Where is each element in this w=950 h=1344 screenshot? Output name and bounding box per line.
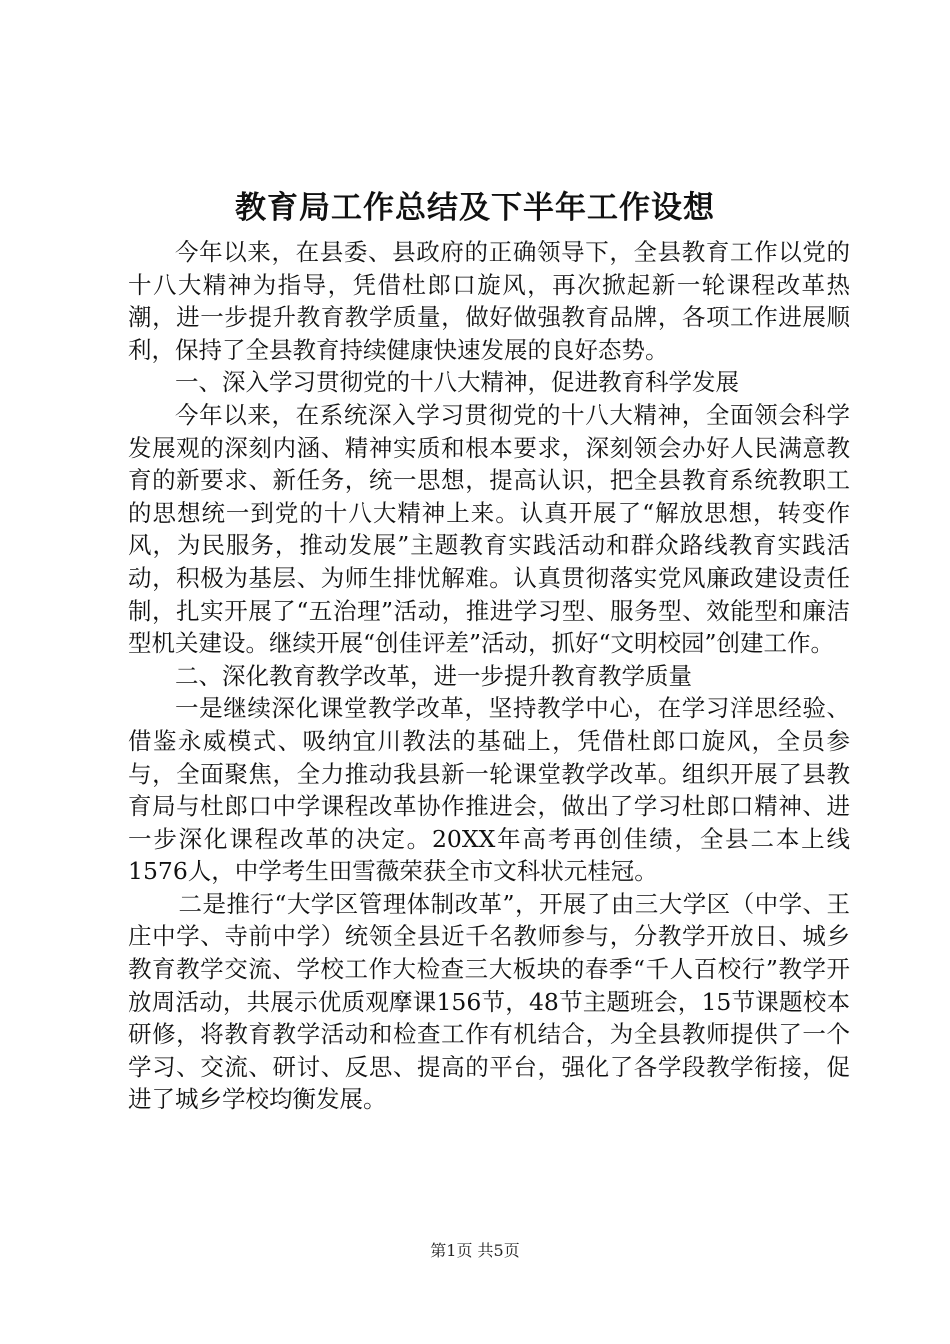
section-heading-2: 二、深化教育教学改革，进一步提升教育教学质量 (175, 661, 692, 690)
section-heading-1: 一、深入学习贯彻党的十八大精神，促进教育科学发展 (175, 368, 739, 397)
section-1-paragraph: 今年以来，在系统深入学习贯彻党的十八大精神，全面领会科学发展观的深刻内涵、精神实质和根本要求，深刻领会办好人民满意教育的新要求、新任务，统一思想，提高认识，把全县教育系统教职工的思想统一到党的十八大精神上来。认真开展了“解放思想，转变作风，为民服务，推动发展”主题教育实践活动和群众路线教育实践活动，积极为基层、为师生排忧解难。认真贯彻落实党风廉政建设责任制，扎实开展了“五治理”活动，推进学习型、服务型、效能型和廉洁型机关建设。继续开展“创佳评差”活动，抓好“文明校园”创建工作。 (128, 400, 850, 658)
document-title: 教育局工作总结及下半年工作设想 (235, 190, 715, 226)
intro-paragraph: 今年以来，在县委、县政府的正确领导下，全县教育工作以党的十八大精神为指导，凭借杜郎口旋风，再次掀起新一轮课程改革热潮，进一步提升教育教学质量，做好做强教育品牌，各项工作进展顺利，保持了全县教育持续健康快速发展的良好态势。 (128, 238, 850, 364)
page-number-footer: 第1页 共5页 (430, 1241, 520, 1260)
document-body (128, 236, 850, 1116)
section-2-paragraph-2: 二是推行“大学区管理体制改革”，开展了由三大学区（中学、王庄中学、寺前中学）统领全县近千名教师参与，分教学开放日、城乡教育教学交流、学校工作大检查三大板块的春季“千人百校行”教学开放周活动，共展示优质观摩课156节，48节主题班会，15节课题校本研修，将教育教学活动和检查工作有机结合，为全县教师提供了一个学习、交流、研讨、反思、提高的平台，强化了各学段教学衔接，促进了城乡学校均衡发展。 (128, 889, 850, 1114)
section-2-paragraph-1: 一是继续深化课堂教学改革，坚持教学中心，在学习洋思经验、借鉴永威模式、吸纳宜川教法的基础上，凭借杜郎口旋风，全员参与，全面聚焦，全力推动我县新一轮课堂教学改革。组织开展了县教育局与杜郎口中学课程改革协作推进会，做出了学习杜郎口精神、进一步深化课程改革的决定。20XX年高考再创佳绩，全县二本上线1576人，中学考生田雪薇荣获全市文科状元桂冠。 (128, 694, 850, 886)
